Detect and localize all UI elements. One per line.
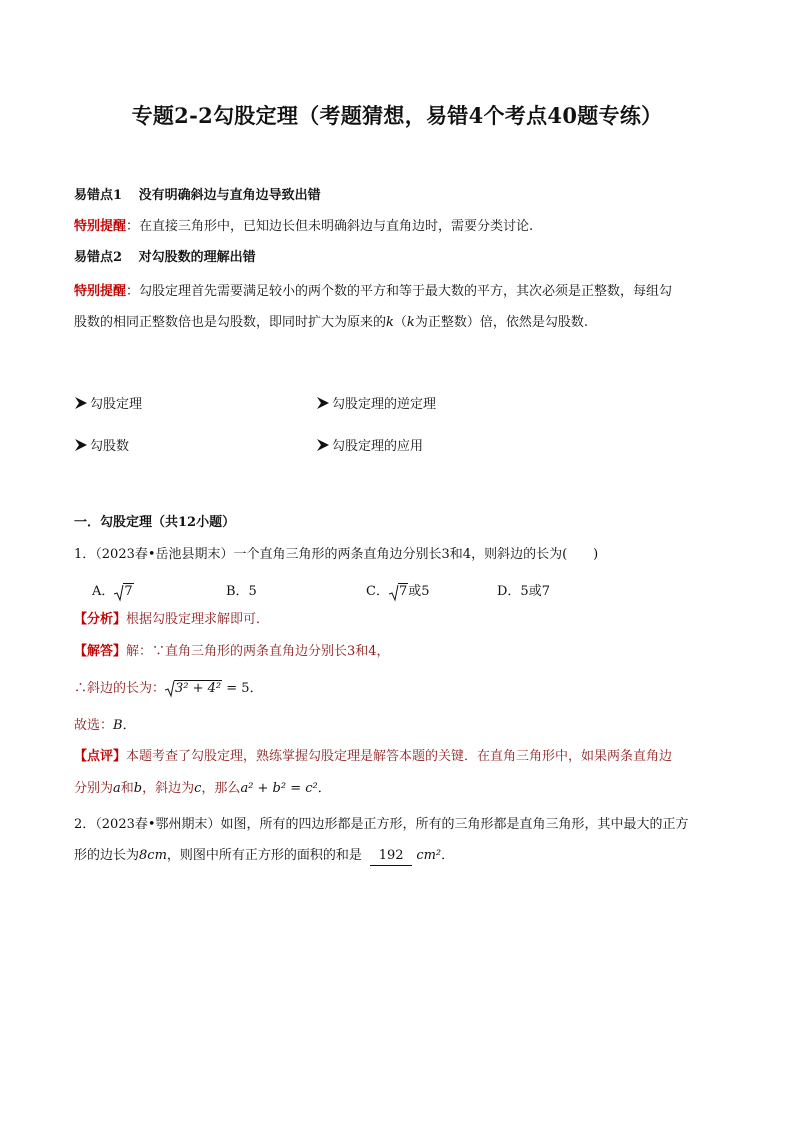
radicand: 7	[398, 584, 408, 599]
choice-line	[74, 717, 136, 735]
analysis-text: 根据勾股定理求解即可．	[126, 612, 270, 627]
comment-end: ．	[317, 781, 331, 796]
arrow-icon	[316, 438, 330, 452]
radical-sign-icon	[389, 584, 399, 602]
comment-text: 和	[120, 781, 134, 796]
answer-text: 解：∵直角三角形的两条直角边分别长3和4，	[126, 644, 390, 659]
option-label: A．	[92, 584, 115, 599]
special-reminder-1	[74, 218, 533, 236]
error-point-text: 对勾股数的理解出错	[138, 250, 256, 265]
topic-link-3[interactable]	[74, 435, 129, 454]
answer-tag: 【解答】	[74, 644, 127, 659]
var-a: a	[113, 781, 121, 796]
option-a	[92, 580, 134, 599]
arrow-icon	[316, 396, 330, 410]
error-point-2	[74, 249, 256, 267]
step-tail: = 5．	[222, 681, 263, 696]
sqrt-expression	[114, 584, 133, 599]
topic-link-2[interactable]	[316, 393, 436, 412]
topic-label: 勾股定理的应用	[332, 439, 424, 454]
analysis-line	[74, 611, 269, 629]
reminder-label: 特别提醒	[74, 219, 127, 234]
choice-value: B	[113, 718, 123, 733]
radical-sign-icon	[165, 680, 175, 698]
section-heading: 一．勾股定理（共12小题）	[74, 515, 236, 530]
side-length: 8cm	[139, 848, 167, 863]
topic-label: 勾股定理	[90, 397, 143, 412]
question-2-line-2	[74, 847, 454, 866]
analysis-tag: 【分析】	[74, 612, 127, 627]
answer-line	[74, 643, 390, 661]
arrow-icon	[74, 396, 88, 410]
k-symbol: k	[406, 315, 415, 330]
q2-text: ，则图中所有正方形的面积的和是	[166, 848, 362, 863]
topic-link-4[interactable]	[316, 435, 423, 454]
solution-step	[74, 680, 263, 698]
comment-tag: 【点评】	[74, 749, 127, 764]
topic-link-1[interactable]	[74, 393, 142, 412]
reminder-text: ：在直接三角形中，已知边长但未明确斜边与直角边时，需要分类讨论.	[126, 219, 534, 234]
comment-text: ，那么	[201, 781, 241, 796]
question-2-line-1: 2．（2023春•鄂州期末）如图，所有的四边形都是正方形，所有的三角形都是直角三角形，其中最大的正方	[74, 817, 689, 832]
special-reminder-2-line2	[74, 314, 588, 332]
error-point-label: 易错点2	[74, 250, 123, 265]
area-unit: cm²	[416, 848, 442, 863]
choice-label: 故选：	[74, 718, 114, 733]
reminder-text: 为正整数）倍，依然是勾股数.	[414, 315, 588, 330]
comment-text: 分别为	[74, 781, 114, 796]
option-tail: 或5	[408, 584, 430, 599]
radical-sign-icon	[114, 584, 124, 602]
reminder-label: 特别提醒	[74, 284, 127, 299]
topic-label: 勾股数	[90, 439, 130, 454]
comment-text: ，斜边为	[142, 781, 195, 796]
choice-end: ．	[122, 718, 136, 733]
error-point-text: 没有明确斜边与直角边导致出错	[138, 188, 321, 203]
option-d: D．5或7	[497, 584, 550, 599]
page-title: 专题2-2勾股定理（考题猜想，易错4个考点40题专练）	[131, 103, 663, 128]
sqrt-expression	[165, 680, 222, 698]
topic-label: 勾股定理的逆定理	[332, 397, 437, 412]
special-reminder-2-line1	[74, 283, 672, 301]
question-1-stem: 1．（2023春•岳池县期末）一个直角三角形的两条直角边分别长3和4，则斜边的长为( )	[74, 547, 599, 562]
reminder-text: 股数的相同正整数倍也是勾股数，即同时扩大为原来的	[74, 315, 387, 330]
arrow-icon	[74, 438, 88, 452]
option-b: B．5	[226, 584, 257, 599]
radicand: 7	[124, 584, 133, 599]
option-c	[366, 580, 430, 599]
var-c: c	[194, 781, 202, 796]
step-lead: ∴斜边的长为：	[74, 681, 166, 696]
sqrt-expression	[389, 584, 408, 599]
comment-text: 本题考查了勾股定理，熟练掌握勾股定理是解答本题的关键．在直角三角形中，如果两条直角边	[126, 749, 673, 764]
paren: （	[393, 315, 407, 330]
comment-line-2	[74, 780, 331, 798]
radicand: 3² + 4²	[175, 681, 222, 696]
answer-blank: 192	[370, 847, 412, 866]
error-point-label: 易错点1	[74, 188, 123, 203]
pythagorean-formula: a² + b² = c²	[240, 781, 318, 796]
comment-line-1	[74, 748, 672, 766]
q2-end: ．	[441, 848, 455, 863]
k-symbol: k	[386, 315, 394, 330]
reminder-text: ：勾股定理首先需要满足较小的两个数的平方和等于最大数的平方，其次必须是正整数，每组勾	[126, 284, 673, 299]
var-b: b	[133, 781, 143, 796]
q2-text: 形的边长为	[74, 848, 140, 863]
error-point-1	[74, 187, 321, 205]
option-label: C．	[366, 584, 389, 599]
